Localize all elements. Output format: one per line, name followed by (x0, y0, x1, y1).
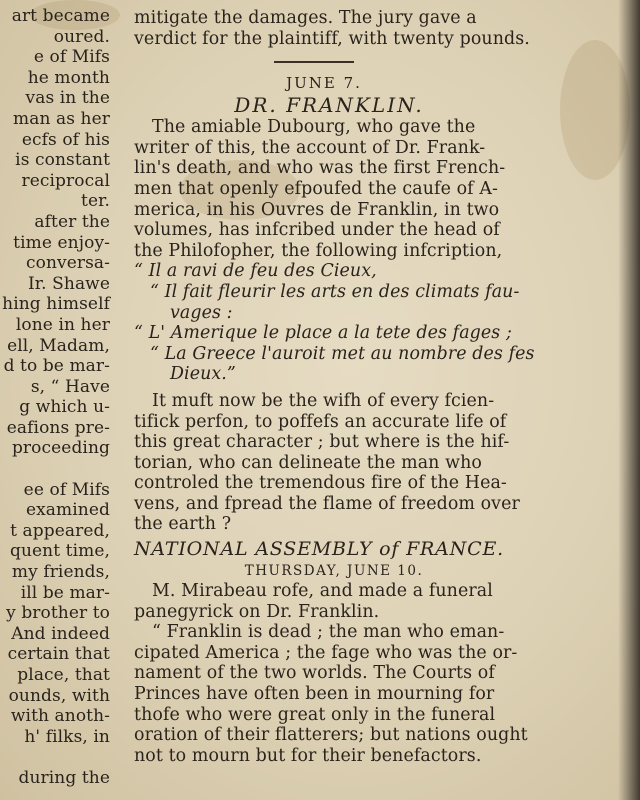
text-line: nament of the two worlds. The Courts of (134, 663, 495, 684)
left-column-line: t appeared, (10, 520, 110, 541)
left-column-line: place, that (17, 665, 110, 685)
left-column-line: ecfs of his (21, 129, 110, 150)
left-column-line: time enjoy- (13, 232, 110, 253)
text-line: thofe who were great only in the funeral (134, 704, 496, 725)
inscription-line: “ Il fait fleurir les arts en des climats fau- (150, 281, 520, 302)
text-line: not to mourn but for their benefactors. (134, 745, 482, 766)
main-column (134, 8, 554, 766)
left-column-line: lone in her (15, 314, 110, 335)
section-dateline: THURSDAY, JUNE 10. (244, 563, 424, 580)
article-paragraph-intro (134, 117, 554, 261)
left-column-line: ounds, with (8, 685, 110, 706)
left-column-line: oured. (53, 26, 110, 47)
left-column-line: examined (25, 500, 110, 521)
text-line: It muft now be the wifh of every fcien- (152, 390, 495, 411)
left-column-line: ill be mar- (20, 582, 110, 603)
article-paragraph-historian (134, 391, 554, 535)
text-line: this great character ; but where is the hif- (134, 432, 510, 453)
text-line: verdict for the plaintiff, with twenty pounds. (134, 28, 530, 49)
text-line: oration of their flatterers; but nations ought (134, 725, 528, 746)
inscription-line: Dieux.” (170, 364, 236, 385)
left-column-line: reciprocal (21, 170, 110, 191)
left-column-line: after the (34, 211, 110, 232)
text-line: writer of this, the account of Dr. Frank- (134, 137, 486, 158)
dateline: JUNE 7. (286, 74, 362, 93)
left-column-line: is constant (15, 150, 110, 171)
left-column-line: g which u- (19, 397, 110, 418)
left-column-line: quent time, (9, 541, 110, 562)
inscription-line: “ L' Amerique le place a la tete des fages ; (134, 323, 512, 344)
left-column-line: man as her (12, 108, 110, 129)
left-column-line: ee of Mifs (23, 479, 110, 500)
text-line: controled the tremendous fire of the Hea- (134, 473, 507, 494)
left-column-line: art became (11, 6, 110, 26)
text-line: lin's death, and who was the first French- (134, 158, 506, 179)
left-column-line (0, 747, 110, 768)
article-headline: DR. FRANKLIN. (234, 93, 424, 118)
text-line: tifick perfon, to poffefs an accurate life of (134, 411, 507, 432)
left-column-line: conversa- (26, 253, 110, 274)
article-paragraph-mirabeau (134, 581, 554, 766)
text-line: Princes have often been in mourning for (134, 684, 495, 705)
text-line: M. Mirabeau rofe, and made a funeral (152, 581, 493, 602)
left-column-line: hing himself (2, 294, 110, 315)
text-line: merica, in his Ouvres de Franklin, in two (134, 199, 500, 220)
text-line: men that openly efpoufed the caufe of A- (134, 178, 498, 199)
left-column-line: Ir. Shawe (27, 273, 110, 294)
text-line: torian, who can delineate the man who (134, 452, 482, 473)
page-edge-shadow (618, 0, 640, 800)
left-column-line: eafions pre- (6, 417, 110, 438)
text-line: The amiable Dubourg, who gave the (152, 117, 476, 138)
left-column-line: vas in the (25, 88, 110, 109)
text-line: panegyrick on Dr. Franklin. (134, 601, 380, 622)
section-headline: NATIONAL ASSEMBLY of FRANCE. (134, 538, 504, 561)
left-column-line: ell, Madam, (7, 335, 110, 356)
text-line: the earth ? (134, 514, 232, 535)
left-column-line: he month (27, 67, 110, 88)
text-line: the Philofopher, the following infcription, (134, 240, 503, 261)
top-paragraph (134, 8, 554, 49)
left-column-line: my friends, (11, 562, 110, 583)
left-column-line: certain that (7, 644, 110, 665)
left-column-line: proceeding (11, 438, 110, 459)
left-column-line: y brother to (6, 603, 110, 624)
french-inscription (134, 261, 554, 385)
text-line: cipated America ; the fage who was the or- (134, 642, 518, 663)
left-column-line (0, 459, 110, 480)
left-column-line: e of Mifs (33, 47, 110, 68)
left-column-line: during the (18, 767, 110, 788)
text-line: “ Franklin is dead ; the man who eman- (152, 622, 505, 643)
left-column-line: And indeed (11, 623, 110, 644)
left-column (0, 6, 110, 789)
text-line: vens, and fpread the flame of freedom over (134, 493, 520, 514)
text-line: volumes, has infcribed under the head of (134, 220, 500, 241)
inscription-line: “ Il a ravi de feu des Cieux, (134, 261, 377, 282)
left-column-line: d to be mar- (3, 356, 110, 377)
left-column-line: s, “ Have (30, 376, 110, 397)
left-column-line: h' filks, in (24, 726, 110, 747)
inscription-line: vages : (170, 302, 233, 323)
left-column-line: with anoth- (10, 706, 110, 727)
section-divider (274, 61, 354, 63)
inscription-line: “ La Greece l'auroit met au nombre des fes (150, 343, 535, 364)
text-line: mitigate the damages. The jury gave a (134, 8, 477, 28)
left-column-line: ter. (81, 191, 110, 212)
